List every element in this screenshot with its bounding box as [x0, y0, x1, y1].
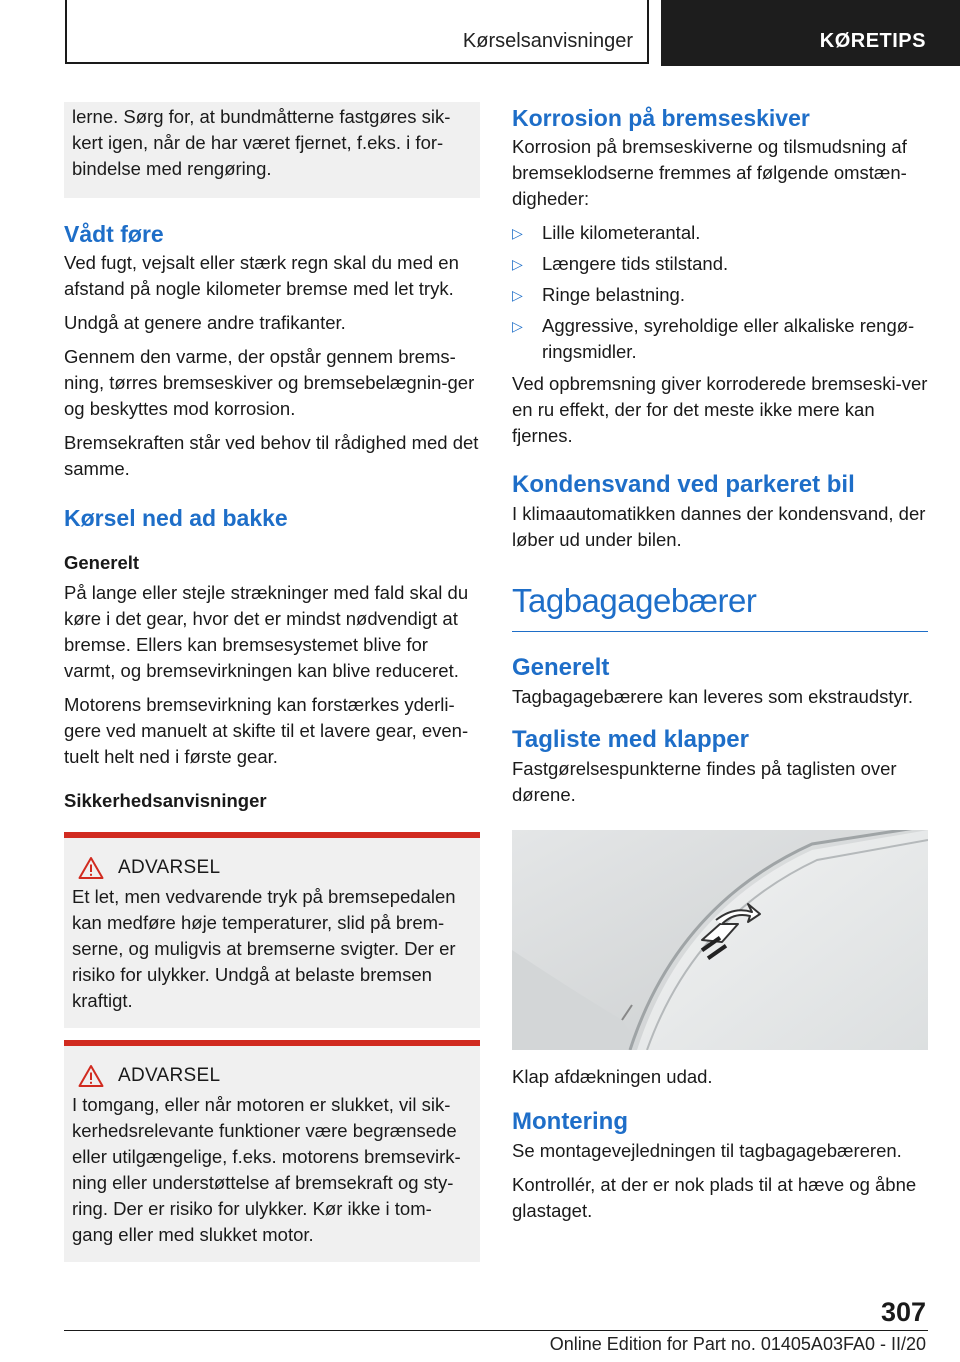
- continued-note-text: lerne. Sørg for, at bundmåtterne fastgøres sik-kert igen, når de har været fjernet, f.eks. i for-bindelse med rengøring.: [72, 106, 451, 179]
- triangle-bullet-icon: ▷: [512, 256, 523, 272]
- warning-2-text: I tomgang, eller når motoren er slukket, vil sik-kerhedsrelevante funktioner være begrænsede eller utilgængelige, f.eks. motorens bremsevirk-ning eller understøttelse af bremsekraft og sty-ring. Der er risiko for ulykker. Kør ikke i tom-gang eller med slukket motor.: [72, 1094, 461, 1245]
- roof-general-paragraph: Tagbagagebærere kan leveres som ekstraudstyr.: [512, 686, 914, 707]
- downhill-heading: Kørsel ned ad bakke: [64, 505, 288, 531]
- downhill-paragraph-1: På lange eller stejle strækninger med fald skal du køre i det gear, hvor det er mindst nødvendigt at bremse. Ellers kan bremsesystemet blive for varmt, og bremsevirkningen kan blive reduceret.: [64, 582, 469, 681]
- wet-roads-paragraph-4: Bremsekraften står ved behov til rådighed med det samme.: [64, 432, 479, 479]
- photo-caption: Klap afdækningen udad.: [512, 1066, 713, 1087]
- warning-2-title: ADVARSEL: [118, 1065, 221, 1086]
- condensation-heading: Kondensvand ved parkeret bil: [512, 471, 855, 498]
- downhill-paragraph-2: Motorens bremsevirkning kan forstærkes yderli-gere ved manuelt at skifte til et lavere gear, even-tuelt helt ned i første gear.: [64, 694, 469, 767]
- corrosion-paragraph-1: Korrosion på bremseskiverne og tilsmudsning af bremseklodserne fremmes af følgende omstæn-digheder:: [512, 136, 907, 209]
- triangle-bullet-icon: ▷: [512, 318, 523, 334]
- header-chapter-tab: [661, 0, 960, 66]
- safety-subheading: Sikkerhedsanvisninger: [64, 790, 267, 811]
- warning-1-text: Et let, men vedvarende tryk på bremsepedalen kan medføre høje temperaturer, slid på brem-serne, og muligvis at bremserne svigter. Der er risiko for ulykker. Undgå at belaste bremsen kraftigt.: [72, 886, 456, 1011]
- left-column: [64, 102, 480, 1262]
- right-column: [512, 102, 928, 1232]
- list-item: ▷ Aggressive, syreholdige eller alkaliske rengø-ringsmidler.: [512, 313, 928, 365]
- list-item: ▷ Ringe belastning.: [512, 282, 928, 308]
- corrosion-paragraph-2: Ved opbremsning giver korroderede bremseski-ver en ru effekt, der for det meste ikke mere kan fjernes.: [512, 373, 928, 446]
- warning-triangle-icon: [78, 1064, 104, 1088]
- triangle-bullet-icon: ▷: [512, 287, 523, 303]
- roof-general-heading: Generelt: [512, 654, 610, 681]
- warning-triangle-icon: [78, 856, 104, 880]
- wet-roads-heading: Vådt føre: [64, 221, 164, 247]
- warning-1-title: ADVARSEL: [118, 857, 221, 878]
- mounting-paragraph-2: Kontrollér, at der er nok plads til at hæve og åbne glastaget.: [512, 1174, 917, 1221]
- downhill-general-subheading: Generelt: [64, 552, 140, 573]
- page-number: 307: [880, 1297, 926, 1327]
- warning-box-1: [64, 832, 480, 1028]
- header-section-tab: [65, 0, 649, 64]
- roof-rail-paragraph: Fastgørelsespunkterne findes på taglisten over dørene.: [512, 758, 897, 805]
- list-item: ▷ Lille kilometerantal.: [512, 220, 928, 246]
- wet-roads-paragraph-3: Gennem den varme, der opstår gennem brems-ning, tørres bremseskiver og bremsebelægnin-ger og beskyttes mod korrosion.: [64, 346, 475, 419]
- continued-note-box: [64, 102, 480, 198]
- condensation-paragraph: I klimaautomatikken dannes der kondensvand, der løber ud under bilen.: [512, 503, 926, 550]
- wet-roads-paragraph-2: Undgå at genere andre trafikanter.: [64, 312, 346, 333]
- triangle-bullet-icon: ▷: [512, 225, 523, 241]
- footer-divider: [64, 1330, 928, 1331]
- roof-rail-heading: Tagliste med klapper: [512, 726, 749, 753]
- corrosion-heading: Korrosion på bremseskiver: [512, 105, 810, 131]
- roof-rack-heading: Tagbagagebærer: [512, 581, 928, 632]
- corrosion-list: [512, 220, 928, 365]
- list-item: ▷ Længere tids stilstand.: [512, 251, 928, 277]
- header-chapter-title: KØRETIPS: [819, 30, 926, 52]
- header-section-title: Kørselsanvisninger: [462, 30, 633, 52]
- mounting-paragraph-1: Se montagevejledningen til tagbagagebæreren.: [512, 1140, 902, 1161]
- wet-roads-paragraph-1: Ved fugt, vejsalt eller stærk regn skal du med en afstand på nogle kilometer bremse med let tryk.: [64, 252, 459, 299]
- roof-rail-flap-illustration: [512, 830, 928, 1050]
- mounting-heading: Montering: [512, 1108, 628, 1135]
- warning-box-2: [64, 1040, 480, 1262]
- footer-edition: Online Edition for Part no. 01405A03FA0 - II/20: [549, 1334, 926, 1354]
